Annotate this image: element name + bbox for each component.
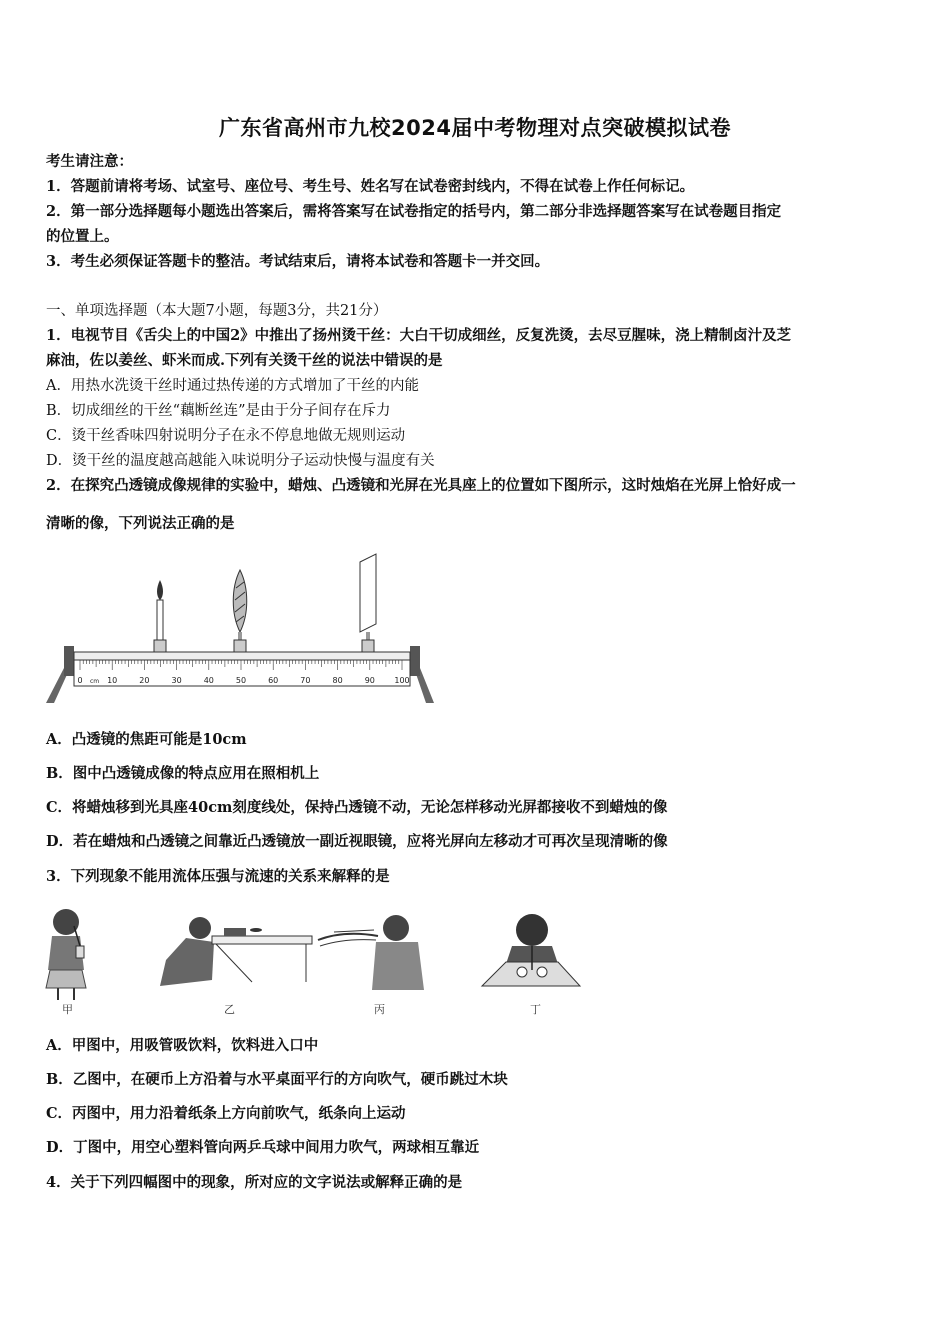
figure-bing bbox=[318, 915, 424, 1016]
figure-label-bing: 丙 bbox=[374, 1003, 385, 1016]
q1-option-b: B．切成细丝的干丝“藕断丝连”是由于分子间存在斥力 bbox=[46, 403, 391, 419]
q1-option-a: A．用热水洗烫干丝时通过热传递的方式增加了干丝的内能 bbox=[46, 378, 419, 394]
q2-option-d: D．若在蜡烛和凸透镜之间靠近凸透镜放一副近视眼镜，应将光屏向左移动才可再次呈现清晰的像 bbox=[46, 833, 668, 850]
notice-item: 2．第一部分选择题每小题选出答案后，需将答案写在试卷指定的括号内，第二部分非选择题答案写在试卷题目指定 bbox=[46, 203, 782, 220]
right-end-block bbox=[410, 646, 420, 676]
optical-bench-figure bbox=[44, 548, 440, 708]
ruler-tick-label: 40 bbox=[203, 676, 214, 685]
ruler-tick-label: 50 bbox=[235, 676, 247, 685]
q3-figures bbox=[44, 900, 584, 1020]
notice-item: 3．考生必须保证答题卡的整洁。考试结束后，请将本试卷和答题卡一并交回。 bbox=[46, 253, 550, 270]
q2-stem: 2．在探究凸透镜成像规律的实验中，蜡烛、凸透镜和光屏在光具座上的位置如下图所示，这时烛焰在光屏上恰好成一 bbox=[46, 477, 796, 494]
figure-jia bbox=[46, 909, 86, 1016]
figure-label-ding: 丁 bbox=[530, 1003, 541, 1016]
figure-ding bbox=[482, 914, 580, 1016]
q4-stem: 4．关于下列四幅图中的现象，所对应的文字说法或解释正确的是 bbox=[46, 1174, 463, 1191]
q3-option-a: A．甲图中，用吸管吸饮料，饮料进入口中 bbox=[46, 1037, 319, 1054]
ruler-tick-label: 10 bbox=[107, 676, 118, 685]
convex-lens bbox=[233, 570, 247, 652]
ruler-tick-label: 20 bbox=[139, 676, 150, 685]
page-title: 广东省高州市九校2024届中考物理对点突破模拟试卷 bbox=[219, 116, 731, 140]
q1-option-d: D．烫干丝的温度越高越能入味说明分子运动快慢与温度有关 bbox=[46, 453, 435, 469]
light-screen bbox=[360, 554, 376, 652]
ruler-tick-label: 100 bbox=[394, 676, 410, 685]
q3-option-b: B．乙图中，在硬币上方沿着与水平桌面平行的方向吹气，硬币跳过木块 bbox=[46, 1071, 508, 1088]
ruler-tick-label: 0 bbox=[77, 676, 83, 685]
figure-label-yi: 乙 bbox=[224, 1003, 235, 1016]
ruler-unit: cm bbox=[90, 678, 100, 685]
ruler-tick-label: 80 bbox=[332, 676, 343, 685]
ruler-tick-label: 70 bbox=[300, 676, 311, 685]
q2-option-a: A．凸透镜的焦距可能是10cm bbox=[46, 731, 247, 748]
q2-option-c: C．将蜡烛移到光具座40cm刻度线处，保持凸透镜不动，无论怎样移动光屏都接收不到蜡烛的像 bbox=[46, 799, 668, 816]
q1-option-c: C．烫干丝香味四射说明分子在永不停息地做无规则运动 bbox=[46, 428, 406, 444]
notice-item: 的位置上。 bbox=[46, 228, 119, 245]
figure-yi bbox=[160, 917, 312, 1016]
notice-header: 考生请注意： bbox=[46, 153, 133, 170]
q3-option-d: D．丁图中，用空心塑料管向两乒乓球中间用力吹气，两球相互靠近 bbox=[46, 1139, 480, 1156]
figure-label-jia: 甲 bbox=[62, 1003, 73, 1016]
q3-stem: 3．下列现象不能用流体压强与流速的关系来解释的是 bbox=[46, 868, 390, 885]
ruler-tick-label: 90 bbox=[364, 676, 375, 685]
rail bbox=[74, 652, 410, 660]
q1-stem: 麻油，佐以姜丝、虾米而成.下列有关烫干丝的说法中错误的是 bbox=[46, 352, 443, 369]
candle bbox=[154, 580, 166, 652]
ruler-tick-label: 30 bbox=[171, 676, 182, 685]
q1-stem: 1．电视节目《舌尖上的中国2》中推出了扬州烫干丝：大白干切成细丝，反复洗烫，去尽豆腥味，浇上精制卤汁及芝 bbox=[46, 327, 792, 344]
ruler-tick-label: 60 bbox=[268, 676, 279, 685]
section-heading: 一、单项选择题（本大题7小题，每题3分，共21分） bbox=[46, 303, 388, 319]
q2-option-b: B．图中凸透镜成像的特点应用在照相机上 bbox=[46, 765, 320, 782]
notice-item: 1．答题前请将考场、试室号、座位号、考生号、姓名写在试卷密封线内，不得在试卷上作任何标记。 bbox=[46, 178, 695, 195]
left-end-block bbox=[64, 646, 74, 676]
q3-option-c: C．丙图中，用力沿着纸条上方向前吹气，纸条向上运动 bbox=[46, 1105, 406, 1122]
q2-stem: 清晰的像，下列说法正确的是 bbox=[46, 515, 235, 532]
